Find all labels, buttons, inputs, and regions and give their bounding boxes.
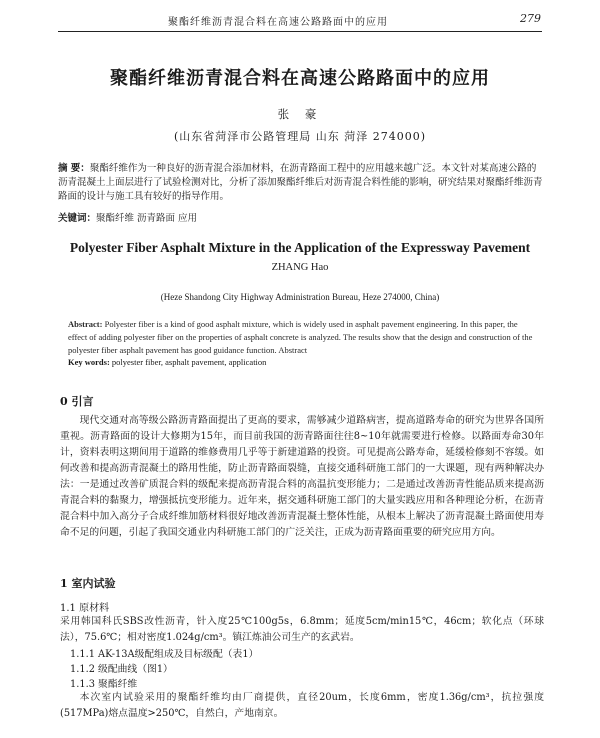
section-1-1-paragraph: 采用韩国科氏SBS改性沥青，针入度25℃100g5s，6.8mm；延度5cm/min15℃，46cm；软化点（环球法），75.6℃；相对密度1.024g/cm³。镇江炼油公司生产的玄武岩。	[60, 616, 544, 643]
section-0-heading: 0 引言	[60, 395, 94, 408]
keywords-en-label: Key words:	[68, 357, 110, 367]
abstract-cn-label: 摘 要：	[58, 163, 90, 174]
running-title: 聚酯纤维沥青混合料在高速公路路面中的应用	[168, 17, 388, 28]
section-1-1-heading: 1.1 原材料	[60, 603, 110, 614]
abstract-en-end: Abstract	[278, 345, 308, 355]
abstract-cn	[58, 162, 544, 204]
subsection-1-1-1: 1.1.1 AK-13A级配组成及目标级配（表1）	[70, 649, 259, 660]
article-title-en: Polyester Fiber Asphalt Mixture in the Application of the Expressway Pavement	[69, 240, 531, 255]
running-header	[0, 0, 600, 34]
article-title-cn: 聚酯纤维沥青混合料在高速公路路面中的应用	[110, 68, 490, 89]
keywords-cn-text: 聚酯纤维 沥青路面 应用	[96, 213, 198, 224]
header-rule	[58, 31, 542, 32]
author-en: ZHANG Hao	[271, 262, 329, 273]
abstract-cn-text: 聚酯纤维作为一种良好的沥青混合添加材料，在沥青路面工程中的应用越来越广泛。本文针对某高速公路的沥青混凝土上面层进行了试验检测对比，分析了添加聚酯纤维后对沥青混合料性能的影响，研究结果对聚酯纤维沥青路面的设计与施工具有较好的指导作用。	[58, 163, 543, 202]
abstract-en-label: Abstract:	[68, 319, 103, 329]
keywords-en-text: polyester fiber, asphalt pavement, application	[111, 357, 267, 367]
abstract-en	[68, 318, 534, 357]
keywords-en	[68, 357, 534, 367]
page-number: 279	[520, 12, 541, 25]
abstract-en-text: Polyester fiber is a kind of good asphalt mixture, which is widely used in asphalt pavement engineering. In this paper, the effect of adding polyester fiber on the properties of asphalt concrete is analyzed. The results show that the design and construction of the polyester fiber asphalt pavement has good guidance function.	[68, 319, 533, 355]
keywords-cn	[58, 212, 544, 226]
author-cn: 张 豪	[277, 107, 323, 121]
section-1-heading: 1 室内试验	[60, 577, 116, 590]
section-1-1-3-paragraph: 本次室内试验采用的聚酯纤维均由厂商提供，直径20um，长度6mm，密度1.36g/cm³，抗拉强度(517MPa)熔点温度>250℃，自然白，产地南京。	[60, 692, 544, 719]
keywords-cn-label: 关键词：	[58, 213, 97, 224]
section-0-paragraph: 现代交通对高等级公路沥青路面提出了更高的要求，需够减少道路病害，提高道路寿命的研究为世界各国所重视。沥青路面的设计大修期为15年，而目前我国的沥青路面往往8~10年就需要进行检修。以路面寿命30年计，资料表明这期间用于道路的维修费用几乎等于新建道路的投资。可见提高公路寿命，延缓检修刻不容缓。如何改善和提高沥青混凝土的路用性能，防止沥青路面裂缝，直接交通科研施工部门的一大课题，现有两种解决办法：一是通过改善矿质混合料的级配来提高沥青混合料的高温抗变形能力；二是通过改善沥青性能品质来提高沥青混合料的黏聚力，增强抵抗变形能力。近年来，据交通科研施工部门的大量实践应用和各种理论分析，在沥青混合料中加入高分子合成纤维加筋材料很好地改善沥青混凝土整体性能，从根本上解决了沥青混凝土路面使用寿命不足的问题，引起了我国交通业内科研施工部门的广泛关注，正成为沥青路面重要的研究应用方向。	[60, 415, 544, 538]
affiliation-cn: (山东省菏泽市公路管理局 山东 菏泽 274000)	[173, 130, 427, 143]
subsection-1-1-3: 1.1.3 聚酯纤维	[70, 679, 138, 690]
affiliation-en: (Heze Shandong City Highway Administration Bureau, Heze 274000, China)	[160, 292, 440, 302]
subsection-1-1-2: 1.1.2 级配曲线（图1）	[70, 664, 173, 675]
